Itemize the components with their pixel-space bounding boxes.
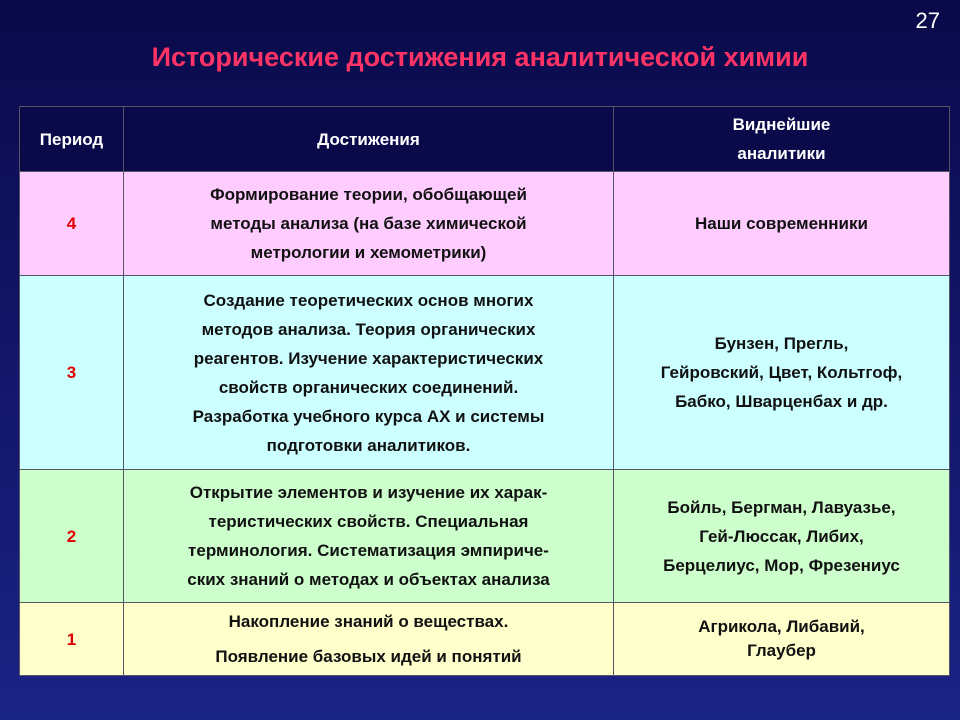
analysts-cell <box>614 172 950 276</box>
slide-number: 27 <box>915 8 940 33</box>
achievement-line: Открытие элементов и изучение их харак- <box>189 483 548 502</box>
achievement-line: методы анализа (на базе химической <box>210 214 527 233</box>
table-header-row <box>20 107 950 172</box>
table-row <box>20 172 950 276</box>
achievements-table <box>19 106 950 676</box>
achievement-line: Появление базовых идей и понятий <box>215 647 522 666</box>
header-analysts <box>614 107 950 172</box>
analyst-line: Берцелиус, Мор, Фрезениус <box>663 555 900 575</box>
analyst-line: Агрикола, Либавий, <box>698 617 865 636</box>
analyst-line: Глаубер <box>747 641 816 660</box>
achievement-line: ских знаний о методах и объектах анализа <box>187 570 550 589</box>
achievement-line: теристических свойств. Специальная <box>208 512 529 531</box>
analyst-line: Бунзен, Прегль, <box>714 334 849 353</box>
achievement-line: реагентов. Изучение характеристических <box>193 348 544 368</box>
achievements-cell <box>124 470 614 603</box>
period-cell: 1 <box>20 603 124 676</box>
period-cell: 4 <box>20 172 124 276</box>
achievements-cell <box>124 172 614 276</box>
achievement-line: терминология. Систематизация эмпириче- <box>188 541 549 560</box>
header-analysts-line: аналитики <box>737 144 826 163</box>
table-row <box>20 470 950 603</box>
slide-title: Исторические достижения аналитической химии <box>151 42 809 72</box>
analyst-line: Гейровский, Цвет, Кольтгоф, <box>660 363 903 382</box>
analyst-line: Бойль, Бергман, Лавуазье, <box>667 497 896 517</box>
analysts-cell <box>614 276 950 470</box>
achievement-line: Разработка учебного курса АХ и системы <box>192 406 545 426</box>
achievement-line: Накопление знаний о веществах. <box>228 612 509 631</box>
achievement-line: методов анализа. Теория органических <box>201 319 536 339</box>
analysts-cell <box>614 470 950 603</box>
analyst-line: Бабко, Шварценбах и др. <box>675 392 888 411</box>
analyst-line: Наши современники <box>695 214 868 233</box>
achievements-cell <box>124 276 614 470</box>
analysts-cell <box>614 603 950 676</box>
achievement-line: подготовки аналитиков. <box>266 435 471 455</box>
achievement-line: Создание теоретических основ многих <box>203 290 534 310</box>
period-cell: 3 <box>20 276 124 470</box>
period-cell: 2 <box>20 470 124 603</box>
achievement-line: Формирование теории, обобщающей <box>210 185 527 204</box>
header-achievements: Достижения <box>124 107 614 172</box>
achievements-cell <box>124 603 614 676</box>
analyst-line: Гей-Люссак, Либих, <box>699 526 864 546</box>
header-analysts-line: Виднейшие <box>732 115 831 134</box>
header-period: Период <box>20 107 124 172</box>
table-row <box>20 276 950 470</box>
table-row <box>20 603 950 676</box>
achievement-line: свойств органических соединений. <box>218 377 519 397</box>
achievement-line: метрологии и хемометрики) <box>250 243 487 262</box>
